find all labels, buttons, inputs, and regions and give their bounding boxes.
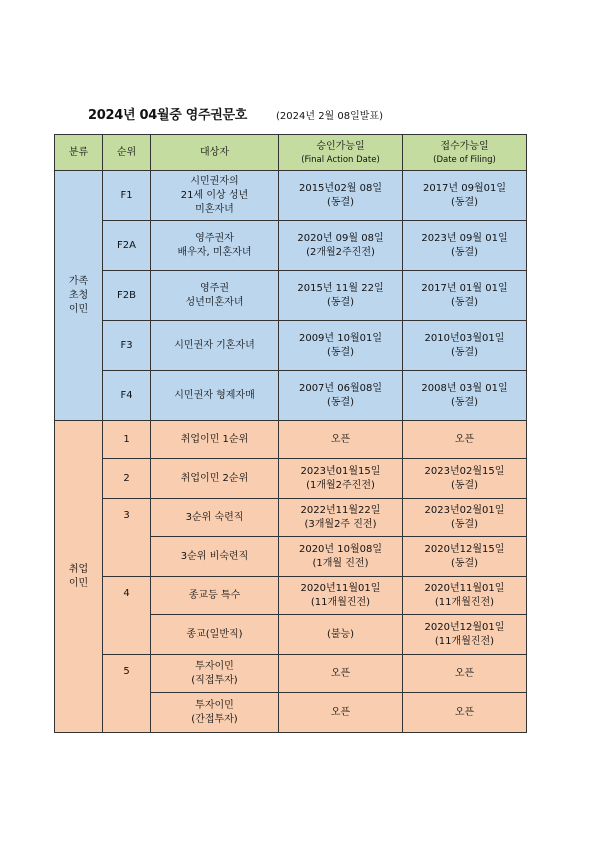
- header-rank: 순위: [103, 135, 151, 171]
- page-title: 2024년 04월중 영주권문호: [88, 108, 247, 123]
- table-row: [55, 271, 527, 321]
- target-cell: 종교등 특수: [151, 577, 279, 615]
- final-action-cell: 2023년01월15일 (1개월2주진전): [279, 459, 403, 499]
- target-cell: 시민권자 기혼자녀: [151, 321, 279, 371]
- final-action-cell: 2020년11월01일 (11개월진전): [279, 577, 403, 615]
- final-action-cell: 2022년11월22일 (3개월2주 진전): [279, 499, 403, 537]
- rank-cell: 5: [103, 655, 151, 733]
- announcement-date: (2024년 2월 08일발표): [276, 111, 383, 122]
- rank-cell: F1: [103, 171, 151, 221]
- rank-cell: F4: [103, 371, 151, 421]
- table-row: [55, 221, 527, 271]
- table-row: [55, 577, 527, 615]
- target-cell: 투자이민 (간접투자): [151, 693, 279, 733]
- filing-cell: 2017년 09월01일 (동결): [403, 171, 527, 221]
- filing-cell: 2020년12월15일 (동결): [403, 537, 527, 577]
- filing-cell: 2010년03월01일 (동결): [403, 321, 527, 371]
- table-row: [55, 499, 527, 537]
- target-cell: 3순위 숙련직: [151, 499, 279, 537]
- rank-cell: F2A: [103, 221, 151, 271]
- final-action-cell: 2020년 09월 08일 (2개월2주진전): [279, 221, 403, 271]
- target-cell: 투자이민 (직접투자): [151, 655, 279, 693]
- filing-cell: 오픈: [403, 421, 527, 459]
- rank-cell: F3: [103, 321, 151, 371]
- table-header-row: [55, 135, 527, 171]
- header-filing: 접수가능일 (Date of Filing): [403, 135, 527, 171]
- category-family: 가족 초청 이민: [55, 171, 103, 421]
- table-row: [55, 655, 527, 693]
- rank-cell: 4: [103, 577, 151, 655]
- category-employment: 취업 이민: [55, 421, 103, 733]
- table-row: [55, 421, 527, 459]
- target-cell: 시민권자의 21세 이상 성년 미혼자녀: [151, 171, 279, 221]
- rank-cell: 2: [103, 459, 151, 499]
- filing-cell: 2023년02월01일 (동결): [403, 499, 527, 537]
- header-final-action: 승인가능일 (Final Action Date): [279, 135, 403, 171]
- final-action-cell: 2009년 10월01일 (동결): [279, 321, 403, 371]
- target-cell: 영주권자 배우자, 미혼자녀: [151, 221, 279, 271]
- table-row: [55, 321, 527, 371]
- target-cell: 종교(일반직): [151, 615, 279, 655]
- filing-cell: 오픈: [403, 655, 527, 693]
- rank-cell: F2B: [103, 271, 151, 321]
- final-action-cell: 오픈: [279, 693, 403, 733]
- filing-cell: 오픈: [403, 693, 527, 733]
- table-row: [55, 171, 527, 221]
- final-action-cell: 오픈: [279, 421, 403, 459]
- table-row: [55, 459, 527, 499]
- final-action-cell: 2015년 11월 22일 (동결): [279, 271, 403, 321]
- final-action-cell: 2015년02월 08일 (동결): [279, 171, 403, 221]
- final-action-cell: 오픈: [279, 655, 403, 693]
- rank-cell: 1: [103, 421, 151, 459]
- target-cell: 시민권자 형제자매: [151, 371, 279, 421]
- rank-cell: 3: [103, 499, 151, 577]
- final-action-cell: 2007년 06월08일 (동결): [279, 371, 403, 421]
- target-cell: 영주권 성년미혼자녀: [151, 271, 279, 321]
- filing-cell: 2020년12월01일 (11개월진전): [403, 615, 527, 655]
- filing-cell: 2008년 03월 01일 (동결): [403, 371, 527, 421]
- header-category: 분류: [55, 135, 103, 171]
- final-action-cell: 2020년 10월08일 (1개월 진전): [279, 537, 403, 577]
- filing-cell: 2023년 09월 01일 (동결): [403, 221, 527, 271]
- target-cell: 3순위 비숙련직: [151, 537, 279, 577]
- target-cell: 취업이민 1순위: [151, 421, 279, 459]
- visa-bulletin-table: [54, 134, 527, 733]
- filing-cell: 2023년02월15일 (동결): [403, 459, 527, 499]
- header-target: 대상자: [151, 135, 279, 171]
- target-cell: 취업이민 2순위: [151, 459, 279, 499]
- filing-cell: 2020년11월01일 (11개월진전): [403, 577, 527, 615]
- final-action-cell: (불능): [279, 615, 403, 655]
- table-row: [55, 371, 527, 421]
- filing-cell: 2017년 01월 01일 (동결): [403, 271, 527, 321]
